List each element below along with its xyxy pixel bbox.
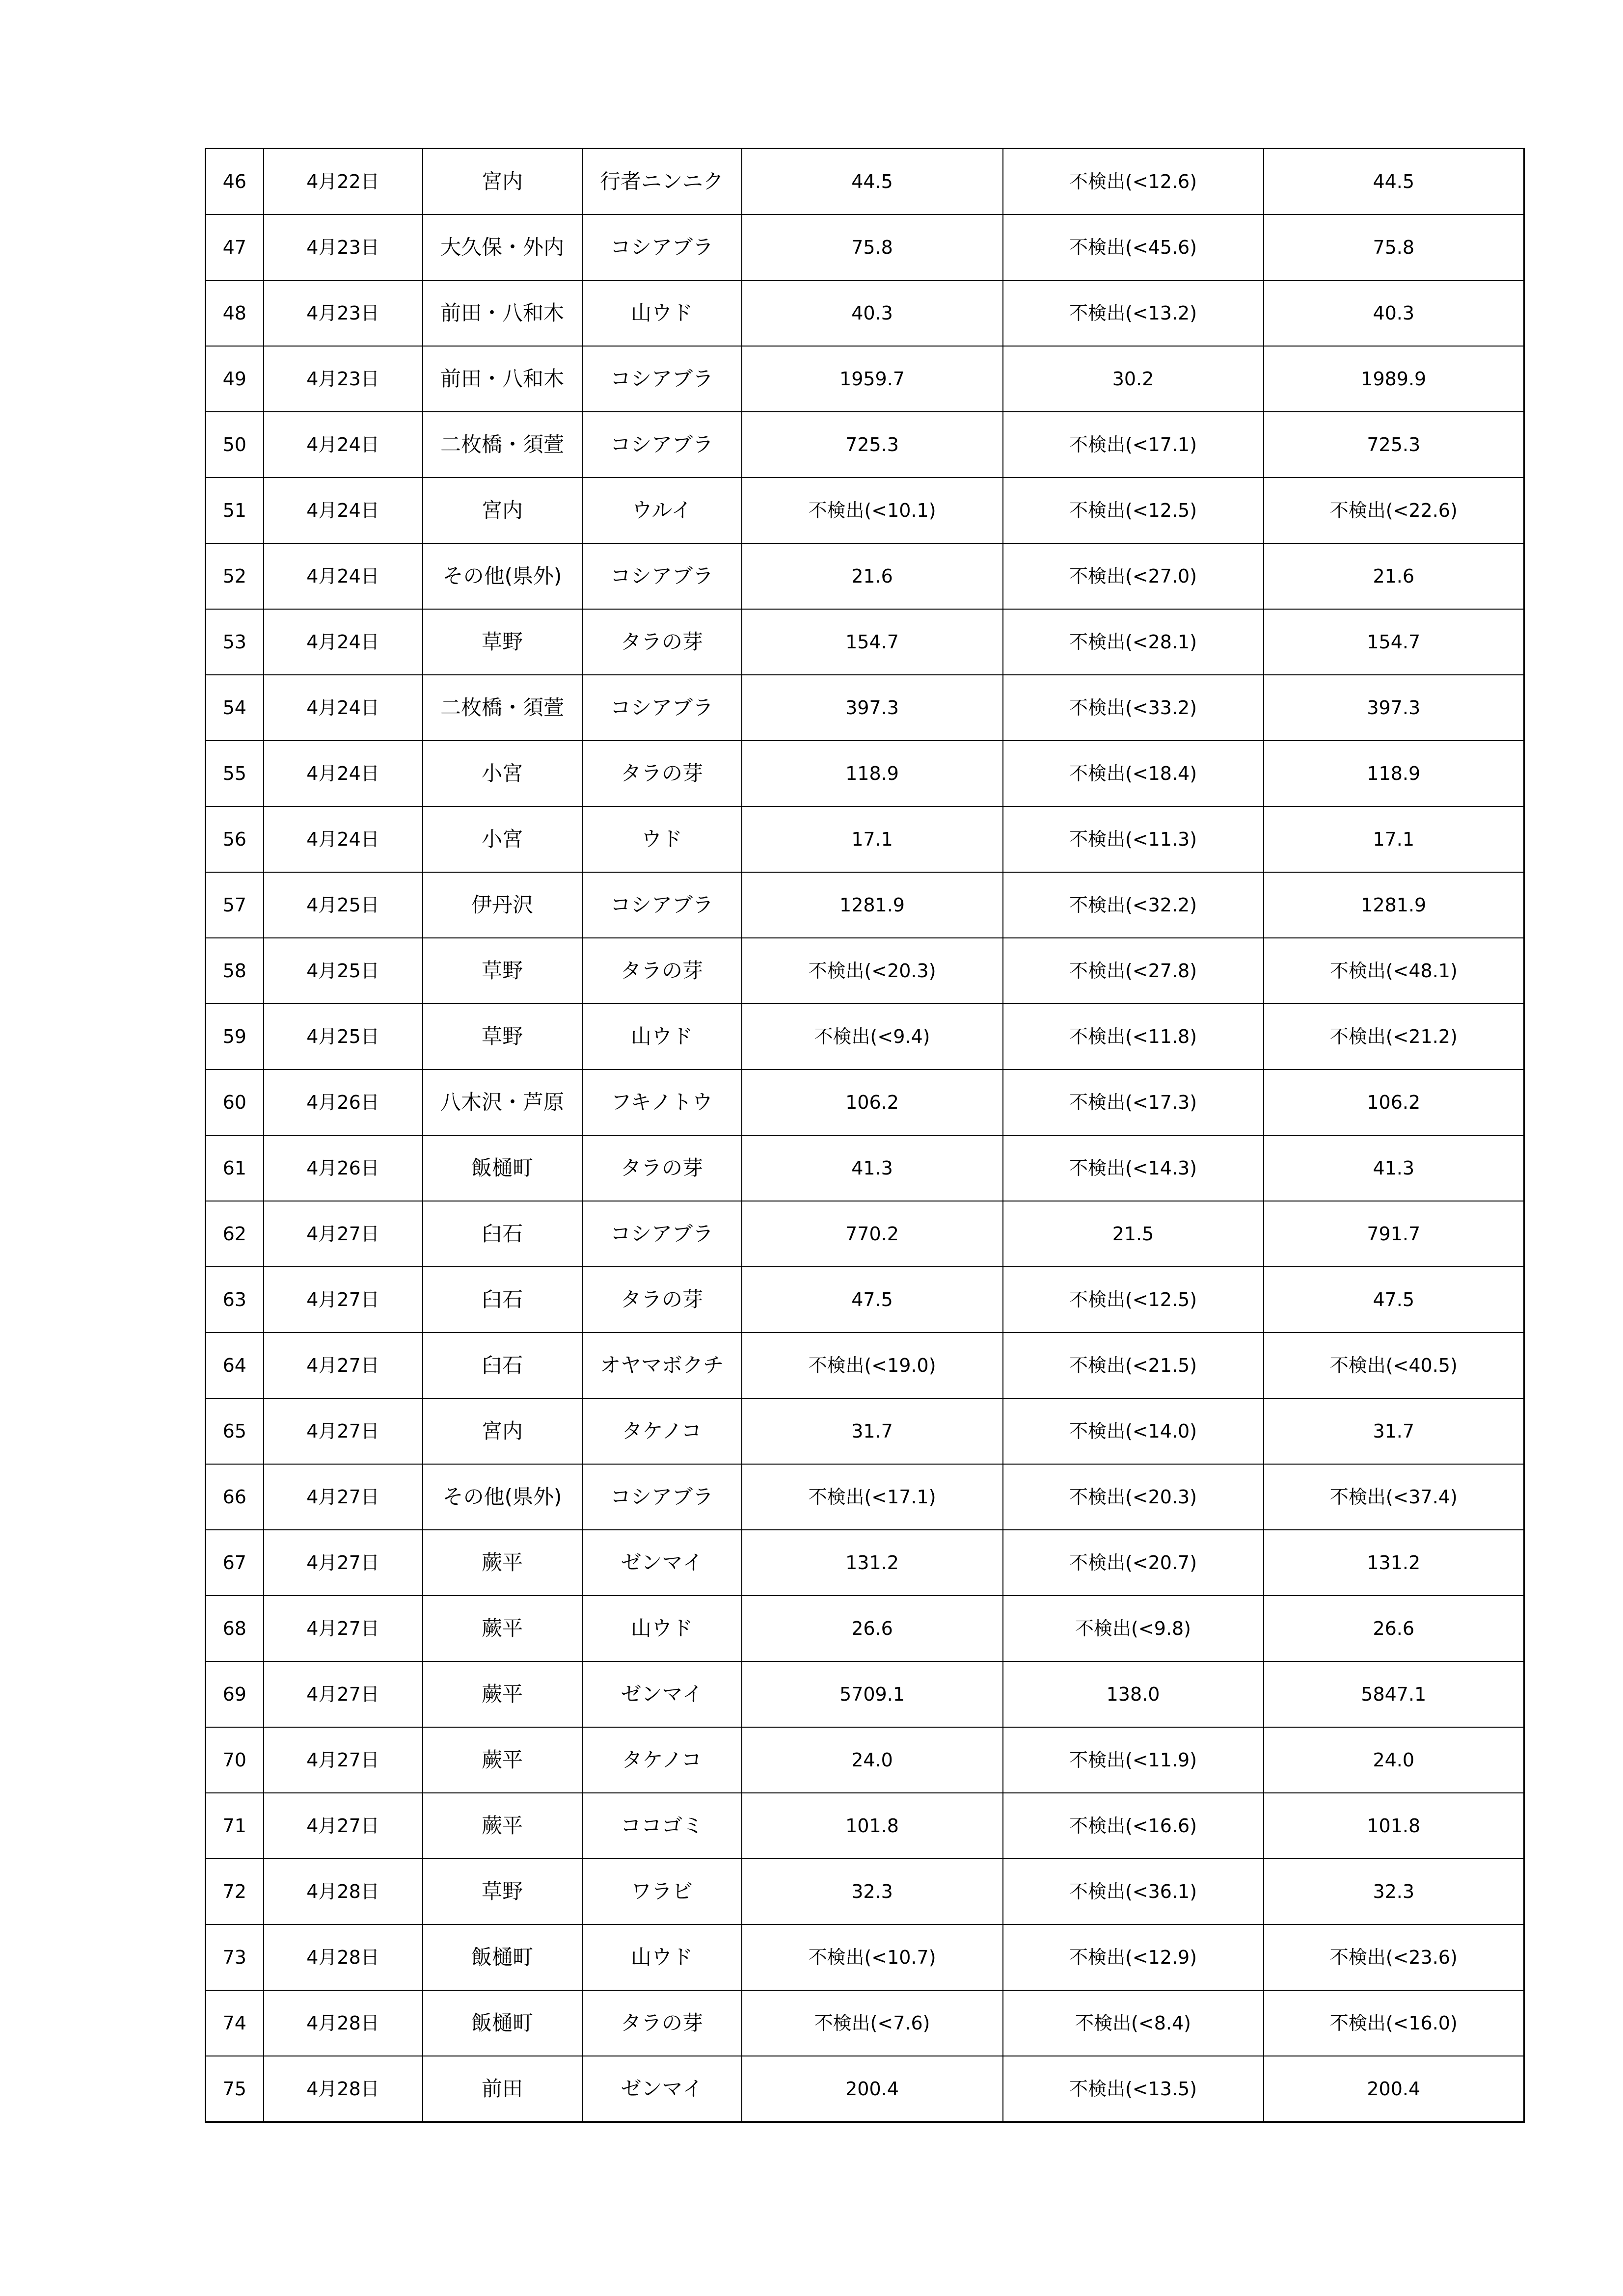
- cell-number: 73: [206, 1924, 264, 1990]
- cell-date: 4月26日: [264, 1135, 423, 1201]
- table-row: [206, 872, 1524, 938]
- cell-item: ワラビ: [582, 1859, 742, 1924]
- cell-value-3: 791.7: [1264, 1201, 1524, 1267]
- cell-date: 4月23日: [264, 214, 423, 280]
- cell-date: 4月27日: [264, 1201, 423, 1267]
- cell-value-1: 31.7: [742, 1398, 1003, 1464]
- cell-value-3: 725.3: [1264, 412, 1524, 478]
- table-row: [206, 1398, 1524, 1464]
- cell-date: 4月28日: [264, 1990, 423, 2056]
- cell-value-2: 不検出(<20.7): [1003, 1530, 1264, 1596]
- cell-number: 61: [206, 1135, 264, 1201]
- cell-item: コシアブラ: [582, 543, 742, 609]
- cell-value-3: 21.6: [1264, 543, 1524, 609]
- cell-number: 67: [206, 1530, 264, 1596]
- cell-place: 蕨平: [423, 1727, 582, 1793]
- table-row: [206, 1267, 1524, 1333]
- cell-place: 八木沢・芦原: [423, 1069, 582, 1135]
- cell-item: タラの芽: [582, 938, 742, 1004]
- cell-date: 4月27日: [264, 1333, 423, 1398]
- table-row: [206, 1464, 1524, 1530]
- cell-value-2: 不検出(<14.0): [1003, 1398, 1264, 1464]
- cell-number: 75: [206, 2056, 264, 2122]
- cell-date: 4月24日: [264, 675, 423, 741]
- cell-item: コシアブラ: [582, 1201, 742, 1267]
- cell-date: 4月25日: [264, 1004, 423, 1069]
- cell-date: 4月27日: [264, 1267, 423, 1333]
- cell-value-1: 154.7: [742, 609, 1003, 675]
- cell-number: 55: [206, 741, 264, 806]
- cell-number: 64: [206, 1333, 264, 1398]
- cell-value-1: 75.8: [742, 214, 1003, 280]
- cell-place: 前田・八和木: [423, 346, 582, 412]
- results-sheet: [205, 148, 1525, 2123]
- cell-number: 48: [206, 280, 264, 346]
- cell-item: タラの芽: [582, 1135, 742, 1201]
- cell-value-1: 40.3: [742, 280, 1003, 346]
- cell-value-1: 21.6: [742, 543, 1003, 609]
- cell-number: 68: [206, 1596, 264, 1661]
- cell-value-2: 不検出(<17.1): [1003, 412, 1264, 478]
- cell-date: 4月23日: [264, 280, 423, 346]
- table-row: [206, 1530, 1524, 1596]
- cell-place: 宮内: [423, 1398, 582, 1464]
- cell-value-1: 不検出(<10.7): [742, 1924, 1003, 1990]
- table-row: [206, 1004, 1524, 1069]
- cell-item: 行者ニンニク: [582, 149, 742, 215]
- cell-value-1: 131.2: [742, 1530, 1003, 1596]
- table-row: [206, 412, 1524, 478]
- cell-number: 62: [206, 1201, 264, 1267]
- cell-value-1: 不検出(<9.4): [742, 1004, 1003, 1069]
- cell-value-2: 138.0: [1003, 1661, 1264, 1727]
- cell-value-3: 不検出(<40.5): [1264, 1333, 1524, 1398]
- cell-value-2: 不検出(<21.5): [1003, 1333, 1264, 1398]
- cell-number: 49: [206, 346, 264, 412]
- cell-value-2: 不検出(<17.3): [1003, 1069, 1264, 1135]
- table-row: [206, 1727, 1524, 1793]
- cell-value-2: 不検出(<20.3): [1003, 1464, 1264, 1530]
- cell-date: 4月22日: [264, 149, 423, 215]
- cell-value-2: 不検出(<18.4): [1003, 741, 1264, 806]
- cell-value-3: 131.2: [1264, 1530, 1524, 1596]
- cell-item: 山ウド: [582, 280, 742, 346]
- cell-value-2: 不検出(<14.3): [1003, 1135, 1264, 1201]
- cell-item: コシアブラ: [582, 346, 742, 412]
- cell-date: 4月24日: [264, 741, 423, 806]
- cell-value-2: 不検出(<12.5): [1003, 1267, 1264, 1333]
- cell-value-1: 不検出(<10.1): [742, 478, 1003, 543]
- cell-place: 二枚橋・須萱: [423, 675, 582, 741]
- table-row: [206, 938, 1524, 1004]
- cell-date: 4月24日: [264, 609, 423, 675]
- cell-value-1: 1281.9: [742, 872, 1003, 938]
- cell-number: 46: [206, 149, 264, 215]
- cell-value-2: 不検出(<32.2): [1003, 872, 1264, 938]
- table-row: [206, 1661, 1524, 1727]
- cell-number: 58: [206, 938, 264, 1004]
- cell-value-3: 75.8: [1264, 214, 1524, 280]
- cell-date: 4月27日: [264, 1793, 423, 1859]
- cell-item: 山ウド: [582, 1004, 742, 1069]
- table-row: [206, 2056, 1524, 2122]
- cell-value-2: 21.5: [1003, 1201, 1264, 1267]
- cell-item: ゼンマイ: [582, 1530, 742, 1596]
- table-row: [206, 214, 1524, 280]
- cell-value-2: 不検出(<12.9): [1003, 1924, 1264, 1990]
- cell-value-1: 725.3: [742, 412, 1003, 478]
- cell-date: 4月28日: [264, 1924, 423, 1990]
- cell-date: 4月27日: [264, 1661, 423, 1727]
- table-row: [206, 675, 1524, 741]
- cell-place: 草野: [423, 1859, 582, 1924]
- table-row: [206, 1793, 1524, 1859]
- cell-value-2: 不検出(<11.3): [1003, 806, 1264, 872]
- table-row: [206, 1990, 1524, 2056]
- cell-value-3: 154.7: [1264, 609, 1524, 675]
- cell-date: 4月23日: [264, 346, 423, 412]
- table-row: [206, 1069, 1524, 1135]
- cell-value-3: 106.2: [1264, 1069, 1524, 1135]
- cell-value-1: 118.9: [742, 741, 1003, 806]
- cell-item: ゼンマイ: [582, 1661, 742, 1727]
- cell-value-3: 1281.9: [1264, 872, 1524, 938]
- cell-date: 4月27日: [264, 1464, 423, 1530]
- cell-value-3: 不検出(<23.6): [1264, 1924, 1524, 1990]
- cell-value-2: 不検出(<11.9): [1003, 1727, 1264, 1793]
- cell-date: 4月24日: [264, 806, 423, 872]
- cell-item: ココゴミ: [582, 1793, 742, 1859]
- cell-number: 54: [206, 675, 264, 741]
- cell-place: 草野: [423, 1004, 582, 1069]
- cell-value-1: 101.8: [742, 1793, 1003, 1859]
- cell-value-3: 118.9: [1264, 741, 1524, 806]
- cell-number: 72: [206, 1859, 264, 1924]
- cell-value-2: 不検出(<9.8): [1003, 1596, 1264, 1661]
- cell-place: 草野: [423, 938, 582, 1004]
- cell-value-2: 不検出(<12.5): [1003, 478, 1264, 543]
- cell-value-1: 32.3: [742, 1859, 1003, 1924]
- cell-place: その他(県外): [423, 1464, 582, 1530]
- table-row: [206, 1201, 1524, 1267]
- cell-value-3: 47.5: [1264, 1267, 1524, 1333]
- cell-value-2: 不検出(<27.0): [1003, 543, 1264, 609]
- cell-value-3: 不検出(<37.4): [1264, 1464, 1524, 1530]
- cell-place: 飯樋町: [423, 1990, 582, 2056]
- cell-item: コシアブラ: [582, 872, 742, 938]
- cell-value-3: 不検出(<16.0): [1264, 1990, 1524, 2056]
- cell-value-1: 17.1: [742, 806, 1003, 872]
- cell-item: コシアブラ: [582, 675, 742, 741]
- cell-item: タラの芽: [582, 1267, 742, 1333]
- cell-value-2: 不検出(<27.8): [1003, 938, 1264, 1004]
- cell-number: 63: [206, 1267, 264, 1333]
- cell-date: 4月27日: [264, 1530, 423, 1596]
- cell-value-2: 不検出(<13.5): [1003, 2056, 1264, 2122]
- table-row: [206, 280, 1524, 346]
- results-table: [205, 148, 1525, 2123]
- cell-date: 4月26日: [264, 1069, 423, 1135]
- cell-value-1: 26.6: [742, 1596, 1003, 1661]
- cell-value-2: 不検出(<11.8): [1003, 1004, 1264, 1069]
- table-row: [206, 1596, 1524, 1661]
- cell-item: ゼンマイ: [582, 2056, 742, 2122]
- cell-value-2: 不検出(<16.6): [1003, 1793, 1264, 1859]
- cell-number: 47: [206, 214, 264, 280]
- cell-value-1: 不検出(<17.1): [742, 1464, 1003, 1530]
- cell-place: 宮内: [423, 149, 582, 215]
- cell-place: 伊丹沢: [423, 872, 582, 938]
- cell-date: 4月24日: [264, 412, 423, 478]
- cell-value-2: 不検出(<12.6): [1003, 149, 1264, 215]
- cell-place: 二枚橋・須萱: [423, 412, 582, 478]
- cell-value-1: 24.0: [742, 1727, 1003, 1793]
- cell-number: 66: [206, 1464, 264, 1530]
- cell-value-3: 44.5: [1264, 149, 1524, 215]
- table-row: [206, 478, 1524, 543]
- cell-value-3: 不検出(<21.2): [1264, 1004, 1524, 1069]
- cell-value-2: 不検出(<28.1): [1003, 609, 1264, 675]
- cell-value-1: 47.5: [742, 1267, 1003, 1333]
- cell-place: 前田・八和木: [423, 280, 582, 346]
- table-row: [206, 1135, 1524, 1201]
- cell-date: 4月28日: [264, 1859, 423, 1924]
- table-row: [206, 741, 1524, 806]
- cell-place: 臼石: [423, 1267, 582, 1333]
- cell-value-3: 31.7: [1264, 1398, 1524, 1464]
- cell-number: 60: [206, 1069, 264, 1135]
- cell-value-2: 不検出(<45.6): [1003, 214, 1264, 280]
- cell-number: 53: [206, 609, 264, 675]
- cell-value-2: 不検出(<13.2): [1003, 280, 1264, 346]
- cell-item: コシアブラ: [582, 214, 742, 280]
- cell-place: 前田: [423, 2056, 582, 2122]
- cell-place: 蕨平: [423, 1793, 582, 1859]
- cell-value-1: 200.4: [742, 2056, 1003, 2122]
- table-row: [206, 1859, 1524, 1924]
- cell-item: タケノコ: [582, 1398, 742, 1464]
- table-row: [206, 1333, 1524, 1398]
- cell-number: 51: [206, 478, 264, 543]
- cell-value-1: 不検出(<7.6): [742, 1990, 1003, 2056]
- cell-value-2: 不検出(<8.4): [1003, 1990, 1264, 2056]
- cell-place: 飯樋町: [423, 1135, 582, 1201]
- cell-number: 74: [206, 1990, 264, 2056]
- cell-value-1: 5709.1: [742, 1661, 1003, 1727]
- cell-date: 4月27日: [264, 1727, 423, 1793]
- cell-value-3: 40.3: [1264, 280, 1524, 346]
- cell-item: タラの芽: [582, 609, 742, 675]
- cell-value-1: 1959.7: [742, 346, 1003, 412]
- cell-value-2: 不検出(<33.2): [1003, 675, 1264, 741]
- cell-item: ウルイ: [582, 478, 742, 543]
- table-row: [206, 1924, 1524, 1990]
- cell-number: 50: [206, 412, 264, 478]
- cell-number: 71: [206, 1793, 264, 1859]
- cell-value-3: 32.3: [1264, 1859, 1524, 1924]
- cell-date: 4月28日: [264, 2056, 423, 2122]
- cell-number: 59: [206, 1004, 264, 1069]
- cell-place: 蕨平: [423, 1596, 582, 1661]
- cell-value-3: 5847.1: [1264, 1661, 1524, 1727]
- cell-item: コシアブラ: [582, 1464, 742, 1530]
- cell-value-3: 397.3: [1264, 675, 1524, 741]
- cell-date: 4月25日: [264, 938, 423, 1004]
- table-row: [206, 149, 1524, 215]
- cell-value-3: 不検出(<48.1): [1264, 938, 1524, 1004]
- cell-value-1: 770.2: [742, 1201, 1003, 1267]
- cell-value-1: 397.3: [742, 675, 1003, 741]
- table-row: [206, 806, 1524, 872]
- table-row: [206, 609, 1524, 675]
- cell-item: ウド: [582, 806, 742, 872]
- cell-date: 4月24日: [264, 543, 423, 609]
- cell-value-1: 不検出(<19.0): [742, 1333, 1003, 1398]
- cell-value-3: 26.6: [1264, 1596, 1524, 1661]
- cell-place: 臼石: [423, 1333, 582, 1398]
- cell-value-2: 30.2: [1003, 346, 1264, 412]
- cell-value-1: 44.5: [742, 149, 1003, 215]
- cell-place: 蕨平: [423, 1530, 582, 1596]
- cell-value-3: 不検出(<22.6): [1264, 478, 1524, 543]
- cell-place: 小宮: [423, 806, 582, 872]
- cell-item: タケノコ: [582, 1727, 742, 1793]
- cell-value-1: 41.3: [742, 1135, 1003, 1201]
- cell-date: 4月27日: [264, 1398, 423, 1464]
- cell-number: 57: [206, 872, 264, 938]
- cell-value-3: 1989.9: [1264, 346, 1524, 412]
- cell-place: 宮内: [423, 478, 582, 543]
- cell-item: 山ウド: [582, 1596, 742, 1661]
- cell-value-1: 106.2: [742, 1069, 1003, 1135]
- cell-place: 大久保・外内: [423, 214, 582, 280]
- cell-value-3: 200.4: [1264, 2056, 1524, 2122]
- cell-value-3: 101.8: [1264, 1793, 1524, 1859]
- cell-item: タラの芽: [582, 1990, 742, 2056]
- table-row: [206, 543, 1524, 609]
- cell-number: 56: [206, 806, 264, 872]
- cell-place: 草野: [423, 609, 582, 675]
- cell-value-3: 17.1: [1264, 806, 1524, 872]
- cell-item: フキノトウ: [582, 1069, 742, 1135]
- cell-number: 70: [206, 1727, 264, 1793]
- cell-number: 69: [206, 1661, 264, 1727]
- cell-number: 65: [206, 1398, 264, 1464]
- cell-item: オヤマボクチ: [582, 1333, 742, 1398]
- cell-date: 4月25日: [264, 872, 423, 938]
- cell-place: 小宮: [423, 741, 582, 806]
- table-row: [206, 346, 1524, 412]
- cell-date: 4月24日: [264, 478, 423, 543]
- cell-value-1: 不検出(<20.3): [742, 938, 1003, 1004]
- cell-place: 蕨平: [423, 1661, 582, 1727]
- cell-date: 4月27日: [264, 1596, 423, 1661]
- cell-value-3: 24.0: [1264, 1727, 1524, 1793]
- cell-value-2: 不検出(<36.1): [1003, 1859, 1264, 1924]
- cell-place: 飯樋町: [423, 1924, 582, 1990]
- table-body: [206, 149, 1524, 2122]
- cell-value-3: 41.3: [1264, 1135, 1524, 1201]
- cell-item: コシアブラ: [582, 412, 742, 478]
- cell-item: タラの芽: [582, 741, 742, 806]
- cell-place: その他(県外): [423, 543, 582, 609]
- cell-number: 52: [206, 543, 264, 609]
- cell-item: 山ウド: [582, 1924, 742, 1990]
- cell-place: 臼石: [423, 1201, 582, 1267]
